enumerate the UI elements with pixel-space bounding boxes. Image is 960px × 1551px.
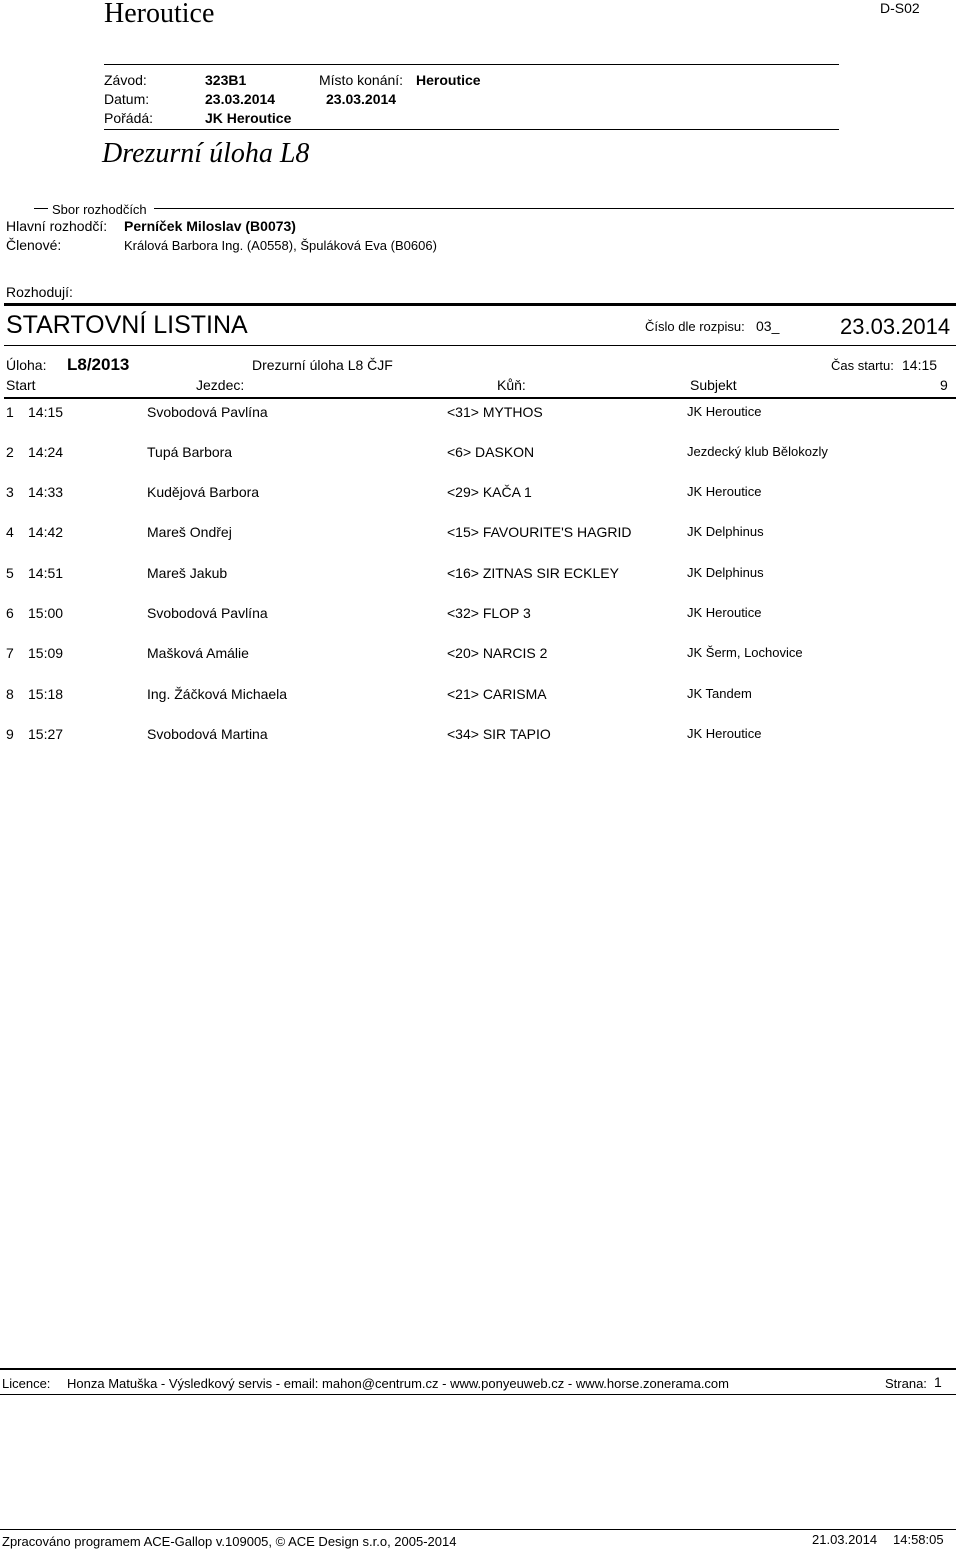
divider <box>0 1394 956 1395</box>
venue-title: Heroutice <box>104 0 215 29</box>
row-rider: Svobodová Pavlína <box>147 404 268 420</box>
row-rider: Mašková Amálie <box>147 645 249 661</box>
zavod-value: 323B1 <box>205 72 247 88</box>
zavod-label: Závod: <box>104 72 147 88</box>
column-rider: Jezdec: <box>196 377 245 393</box>
row-rider: Mareš Jakub <box>147 565 228 581</box>
task-name: Drezurní úloha L8 ČJF <box>252 357 393 373</box>
divider <box>4 397 956 399</box>
row-number: 9 <box>6 726 14 742</box>
members-label: Členové: <box>6 237 62 253</box>
row-subject: JK Heroutice <box>687 726 762 741</box>
divider <box>104 129 839 130</box>
row-subject: JK Šerm, Lochovice <box>687 645 803 660</box>
page-number: 1 <box>934 1374 942 1390</box>
divider <box>0 1529 956 1530</box>
column-subject: Subjekt <box>690 377 737 393</box>
row-rider: Ing. Žáčková Michaela <box>147 686 288 702</box>
row-subject: JK Heroutice <box>687 484 762 499</box>
row-number: 8 <box>6 686 14 702</box>
row-time: 15:27 <box>28 726 64 742</box>
members-value: Králová Barbora Ing. (A0558), Špuláková Eva (B0606) <box>124 238 437 253</box>
row-time: 14:15 <box>28 404 64 420</box>
row-horse: <16> ZITNAS SIR ECKLEY <box>447 565 619 581</box>
row-horse: <31> MYTHOS <box>447 404 543 420</box>
starters-count: 9 <box>940 377 948 393</box>
datum-label: Datum: <box>104 91 150 107</box>
row-number: 7 <box>6 645 14 661</box>
row-subject: JK Delphinus <box>687 524 764 539</box>
chief-judge-value: Perníček Miloslav (B0073) <box>124 218 296 234</box>
row-time: 14:33 <box>28 484 64 500</box>
document-code: D-S02 <box>880 0 920 16</box>
row-horse: <34> SIR TAPIO <box>447 726 551 742</box>
column-horse: Kůň: <box>497 377 526 393</box>
row-subject: JK Heroutice <box>687 605 762 620</box>
page-label: Strana: <box>885 1376 927 1391</box>
divider <box>104 64 839 65</box>
row-subject: JK Heroutice <box>687 404 762 419</box>
misto-value: Heroutice <box>416 72 481 88</box>
row-rider: Svobodová Martina <box>147 726 268 742</box>
divider <box>4 303 956 306</box>
schedule-label: Číslo dle rozpisu: <box>645 319 745 334</box>
row-rider: Kudějová Barbora <box>147 484 260 500</box>
datum-value-1: 23.03.2014 <box>205 91 276 107</box>
row-subject: JK Delphinus <box>687 565 764 580</box>
chief-judge-label: Hlavní rozhodčí: <box>6 218 108 234</box>
row-horse: <20> NARCIS 2 <box>447 645 548 661</box>
row-horse: <32> FLOP 3 <box>447 605 531 621</box>
row-rider: Tupá Barbora <box>147 444 233 460</box>
row-time: 14:24 <box>28 444 64 460</box>
print-time: 14:58:05 <box>893 1532 944 1547</box>
row-horse: <29> KAČA 1 <box>447 484 532 500</box>
start-time-label: Čas startu: <box>831 358 894 373</box>
column-start: Start <box>6 377 36 393</box>
row-rider: Svobodová Pavlína <box>147 605 268 621</box>
processed-by: Zpracováno programem ACE-Gallop v.109005, © ACE Design s.r.o, 2005-2014 <box>2 1534 457 1549</box>
row-time: 15:18 <box>28 686 64 702</box>
row-subject: JK Tandem <box>687 686 752 701</box>
task-code: L8/2013 <box>67 355 130 374</box>
row-horse: <6> DASKON <box>447 444 535 460</box>
row-number: 3 <box>6 484 14 500</box>
judges-section-label: Sbor rozhodčích <box>52 202 147 217</box>
row-subject: Jezdecký klub Bělokozly <box>687 444 828 459</box>
startlist-title: STARTOVNÍ LISTINA <box>6 311 248 339</box>
porada-value: JK Heroutice <box>205 110 292 126</box>
misto-label: Místo konání: <box>319 72 404 88</box>
divider <box>34 208 48 209</box>
decide-label: Rozhodují: <box>6 284 73 300</box>
licence-value: Honza Matuška - Výsledkový servis - email: mahon@centrum.cz - www.ponyeuweb.cz - www.horse.zonerama.com <box>67 1376 729 1391</box>
row-horse: <15> FAVOURITE'S HAGRID <box>447 524 632 540</box>
row-rider: Mareš Ondřej <box>147 524 232 540</box>
datum-value-2: 23.03.2014 <box>326 91 397 107</box>
row-time: 14:51 <box>28 565 64 581</box>
start-time-value: 14:15 <box>902 357 938 373</box>
divider <box>4 345 956 346</box>
row-number: 6 <box>6 605 14 621</box>
row-horse: <21> CARISMA <box>447 686 547 702</box>
row-time: 15:00 <box>28 605 64 621</box>
divider <box>154 208 954 209</box>
print-date: 21.03.2014 <box>812 1532 878 1547</box>
row-number: 2 <box>6 444 14 460</box>
task-label: Úloha: <box>6 357 47 373</box>
schedule-value: 03_ <box>756 318 780 334</box>
row-number: 1 <box>6 404 14 420</box>
licence-label: Licence: <box>2 1376 51 1391</box>
row-number: 4 <box>6 524 14 540</box>
row-time: 15:09 <box>28 645 64 661</box>
startlist-date: 23.03.2014 <box>840 314 951 339</box>
porada-label: Pořádá: <box>104 110 154 126</box>
row-number: 5 <box>6 565 14 581</box>
divider <box>0 1368 956 1370</box>
row-time: 14:42 <box>28 524 64 540</box>
competition-title: Drezurní úloha L8 <box>102 138 310 169</box>
